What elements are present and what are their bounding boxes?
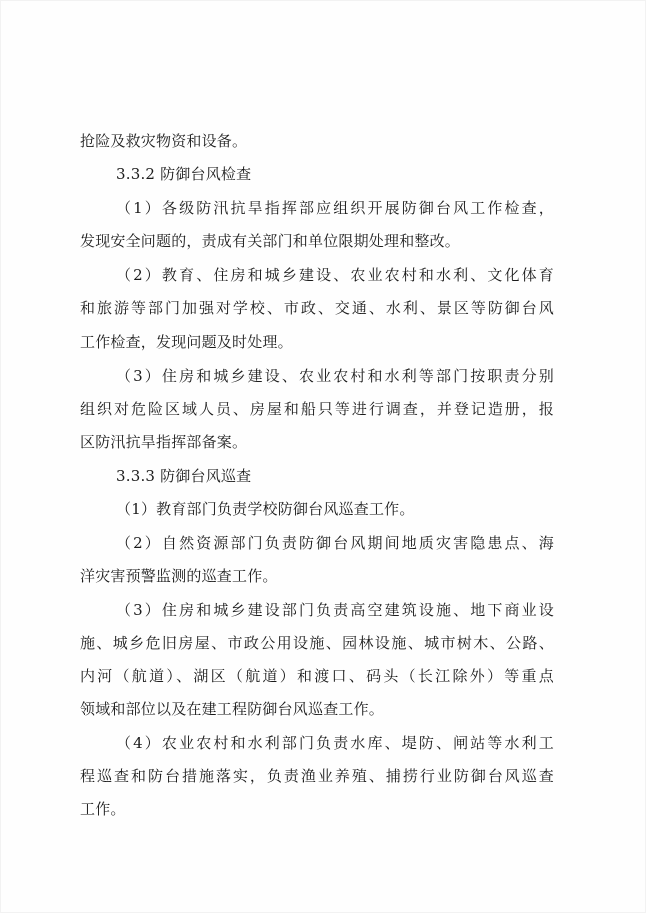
text-line-8: （3）住房和城乡建设、农业农村和水利等部门按职责分别: [116, 367, 554, 385]
text-line-3: （1）各级防汛抗旱指挥部应组织开展防御台风工作检查，: [116, 199, 554, 217]
text-line-18: 领域和部位以及在建工程防御台风巡查工作。: [80, 700, 385, 718]
text-line-5: （2）教育、住房和城乡建设、农业农村和水利、文化体育: [116, 266, 554, 284]
text-line-12: （1）教育部门负责学校防御台风巡查工作。: [116, 500, 415, 518]
text-line-16: 施、城乡危旧房屋、市政公用设施、园林设施、城市树木、公路、: [80, 634, 554, 652]
text-line-4: 发现安全问题的，责成有关部门和单位限期处理和整改。: [80, 232, 461, 250]
text-line-1: 抢险及救灾物资和设备。: [80, 132, 248, 150]
text-line-9: 组织对危险区域人员、房屋和船只等进行调查，并登记造册，报: [80, 400, 554, 418]
text-line-14: 洋灾害预警监测的巡查工作。: [80, 567, 278, 585]
text-line-21: 工作。: [80, 800, 126, 818]
text-line-7: 工作检查，发现问题及时处理。: [80, 333, 293, 351]
text-line-13: （2）自然资源部门负责防御台风期间地质灾害隐患点、海: [116, 534, 554, 552]
text-line-19: （4）农业农村和水利部门负责水库、堤防、闸站等水利工: [116, 734, 554, 752]
section-heading-3-3-3: 3.3.3 防御台风巡查: [116, 467, 252, 485]
text-line-6: 和旅游等部门加强对学校、市政、交通、水利、景区等防御台风: [80, 299, 554, 317]
text-line-20: 程巡查和防台措施落实，负责渔业养殖、捕捞行业防御台风巡查: [80, 767, 554, 785]
section-heading-3-3-2: 3.3.2 防御台风检查: [116, 165, 252, 183]
text-line-15: （3）住房和城乡建设部门负责高空建筑设施、地下商业设: [116, 601, 554, 619]
text-line-17: 内河（航道）、湖区（航道）和渡口、码头（长江除外）等重点: [80, 667, 554, 685]
text-line-10: 区防汛抗旱指挥部备案。: [80, 433, 248, 451]
